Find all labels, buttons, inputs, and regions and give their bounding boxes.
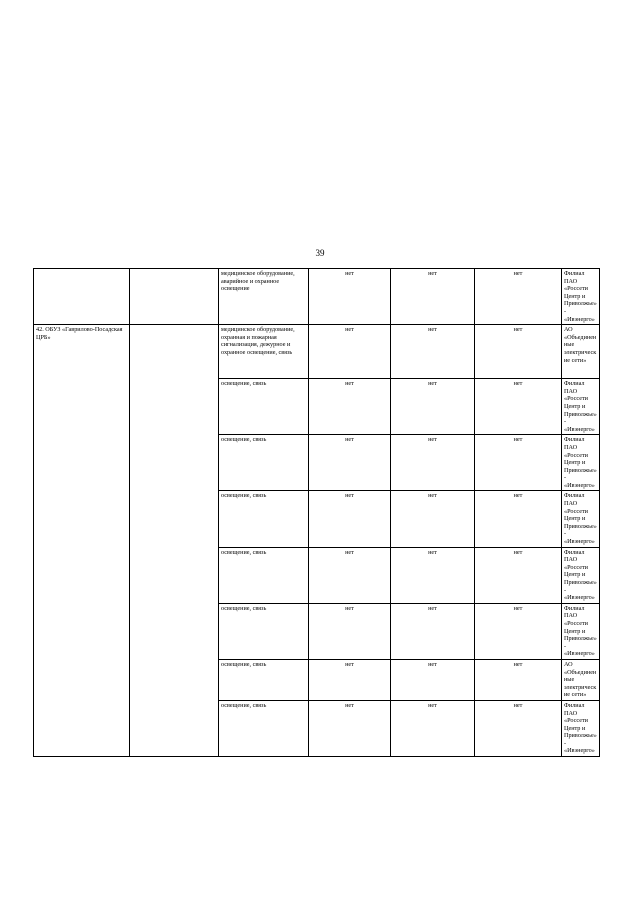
value-cell: нет [475, 379, 562, 435]
equipment-cell: освещение, связь [219, 659, 309, 700]
value-cell: нет [309, 325, 391, 379]
value-cell: нет [309, 435, 391, 491]
supplier-cell: Филиал ПАО «Россети Центр и Приволжье» - «Ивэнерго» [562, 491, 600, 547]
equipment-cell: освещение, связь [219, 603, 309, 659]
facilities-table [33, 268, 600, 757]
supplier-cell: Филиал ПАО «Россети Центр и Приволжье» - «Ивэнерго» [562, 379, 600, 435]
equipment-cell: освещение, связь [219, 700, 309, 756]
value-cell: нет [309, 547, 391, 603]
value-cell: нет [475, 603, 562, 659]
value-cell: нет [391, 435, 475, 491]
value-cell: нет [309, 700, 391, 756]
value-cell: нет [309, 379, 391, 435]
equipment-cell: медицинское оборудование, охранная и пожарная сигнализация, дежурное и охранное освещение, связь [219, 325, 309, 379]
value-cell: нет [475, 547, 562, 603]
supplier-cell: Филиал ПАО «Россети Центр и Приволжье» - «Ивэнерго» [562, 435, 600, 491]
value-cell: нет [391, 700, 475, 756]
equipment-cell: освещение, связь [219, 379, 309, 435]
value-cell: нет [391, 547, 475, 603]
value-cell: нет [475, 269, 562, 325]
equipment-cell: освещение, связь [219, 491, 309, 547]
value-cell: нет [475, 700, 562, 756]
organization-cell: 42. ОБУЗ «Гаврилово-Посадская ЦРБ» [34, 325, 130, 757]
equipment-cell: освещение, связь [219, 547, 309, 603]
value-cell: нет [391, 325, 475, 379]
value-cell: нет [391, 659, 475, 700]
value-cell: нет [475, 325, 562, 379]
value-cell: нет [309, 491, 391, 547]
supplier-cell: Филиал ПАО «Россети Центр и Приволжье» - «Ивэнерго» [562, 603, 600, 659]
empty-cell [130, 325, 219, 757]
equipment-cell: медицинское оборудование, аварийное и охранное освещение [219, 269, 309, 325]
table-row [34, 325, 600, 379]
value-cell: нет [475, 435, 562, 491]
equipment-cell: освещение, связь [219, 435, 309, 491]
table-row [34, 269, 600, 325]
value-cell: нет [391, 491, 475, 547]
supplier-cell: Филиал ПАО «Россети Центр и Приволжье» - «Ивэнерго» [562, 700, 600, 756]
value-cell: нет [309, 659, 391, 700]
value-cell: нет [391, 603, 475, 659]
value-cell: нет [309, 269, 391, 325]
supplier-cell: Филиал ПАО «Россети Центр и Приволжье» - «Ивэнерго» [562, 269, 600, 325]
page-number: 39 [315, 248, 325, 258]
supplier-cell: АО «Объединенные электрические сети» [562, 659, 600, 700]
value-cell: нет [391, 269, 475, 325]
value-cell: нет [309, 603, 391, 659]
supplier-cell: Филиал ПАО «Россети Центр и Приволжье» - «Ивэнерго» [562, 547, 600, 603]
value-cell: нет [475, 659, 562, 700]
supplier-cell: АО «Объединенные электрические сети» [562, 325, 600, 379]
value-cell: нет [475, 491, 562, 547]
organization-cell-empty [34, 269, 130, 325]
empty-cell [130, 269, 219, 325]
value-cell: нет [391, 379, 475, 435]
